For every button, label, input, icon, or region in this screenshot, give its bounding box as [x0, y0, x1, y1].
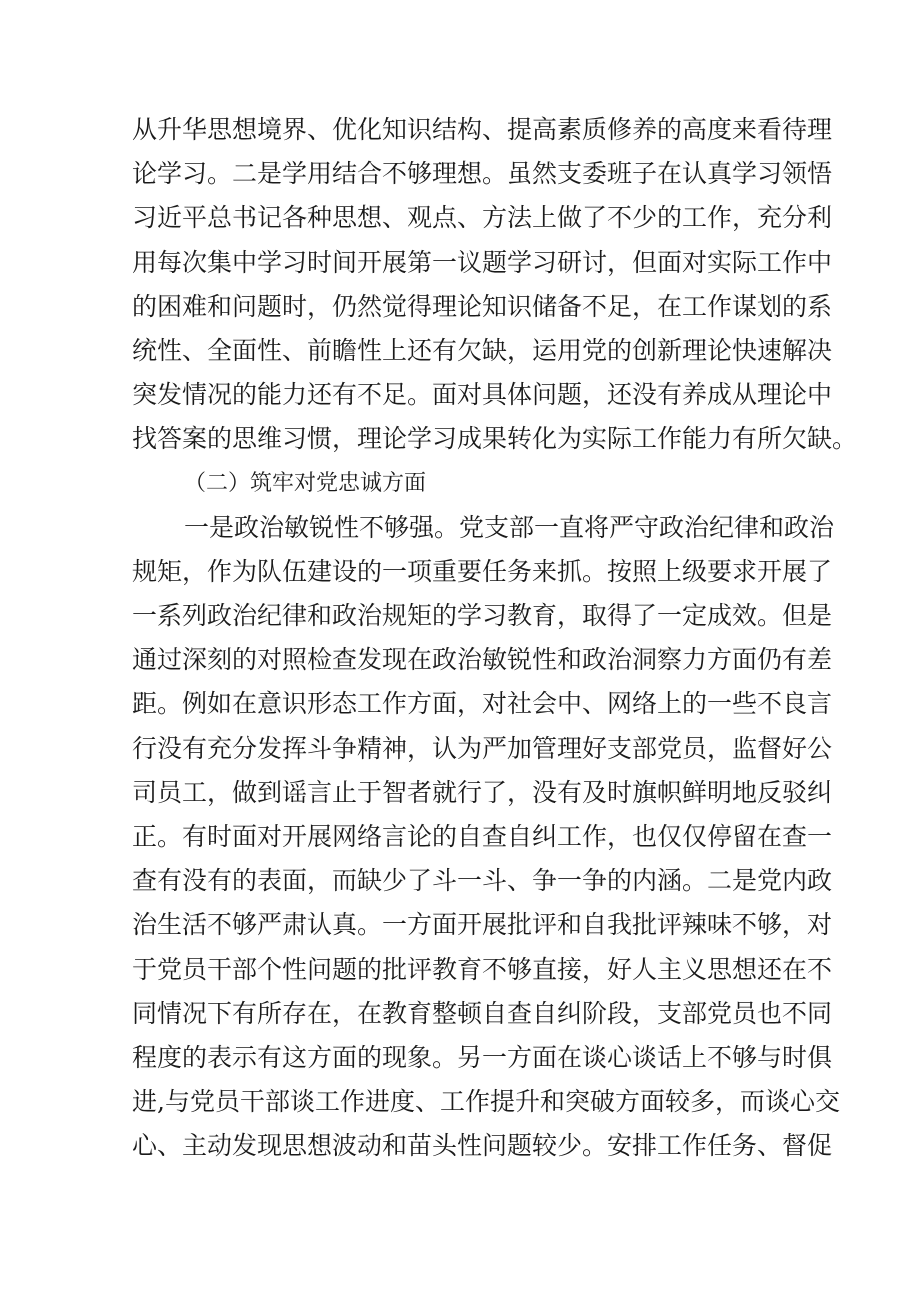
text-line: 一系列政治纪律和政治规矩的学习教育，取得了一定成效。但是 [132, 601, 833, 631]
text-line: 行没有充分发挥斗争精神，认为严加管理好支部党员，监督好公 [132, 733, 833, 763]
text-line: 从升华思想境界、优化知识结构、提高素质修养的高度来看待理 [132, 115, 833, 144]
text-line: 心、主动发现思想波动和苗头性问题较少。安排工作任务、督促 [132, 1131, 833, 1161]
text-line: 进,与党员干部谈工作进度、工作提升和突破方面较多，而谈心交 [132, 1087, 840, 1117]
text-line: 找答案的思维习惯，理论学习成果转化为实际工作能力有所欠缺。 [132, 424, 858, 454]
text-line: 同情况下有所存在，在教育整顿自查自纠阶段，支部党员也不同 [132, 998, 833, 1028]
text-line: 一是政治敏锐性不够强。党支部一直将严守政治纪律和政治 [184, 512, 835, 542]
text-line: 统性、全面性、前瞻性上还有欠缺，运用党的创新理论快速解决 [132, 335, 833, 365]
text-line: 用每次集中学习时间开展第一议题学习研讨，但面对实际工作中 [132, 247, 833, 277]
text-line: 规矩，作为队伍建设的一项重要任务来抓。按照上级要求开展了 [132, 556, 833, 586]
text-line: 论学习。二是学用结合不够理想。虽然支委班子在认真学习领悟 [132, 159, 833, 189]
text-line: 习近平总书记各种思想、观点、方法上做了不少的工作，充分利 [132, 203, 833, 233]
text-line: 查有没有的表面，而缺少了斗一斗、争一争的内涵。二是党内政 [132, 866, 833, 896]
text-line: 突发情况的能力还有不足。面对具体问题，还没有养成从理论中 [132, 380, 833, 410]
text-line: 治生活不够严肃认真。一方面开展批评和自我批评辣味不够，对 [132, 910, 833, 940]
text-line: 司员工，做到谣言止于智者就行了，没有及时旗帜鲜明地反驳纠 [132, 777, 833, 807]
text-line: 于党员干部个性问题的批评教育不够直接，好人主义思想还在不 [132, 954, 833, 984]
text-line: 程度的表示有这方面的现象。另一方面在谈心谈话上不够与时俱 [132, 1042, 833, 1072]
text-line: 正。有时面对开展网络言论的自查自纠工作，也仅仅停留在查一 [132, 822, 833, 851]
document-body [132, 108, 858, 1169]
text-line: 通过深刻的对照检查发现在政治敏锐性和政治洞察力方面仍有差 [132, 645, 833, 675]
text-line: 的困难和问题时，仍然觉得理论知识储备不足，在工作谋划的系 [132, 291, 833, 321]
section-heading: （二）筑牢对党忠诚方面 [184, 470, 427, 496]
text-line: 距。例如在意识形态工作方面，对社会中、网络上的一些不良言 [132, 689, 833, 719]
